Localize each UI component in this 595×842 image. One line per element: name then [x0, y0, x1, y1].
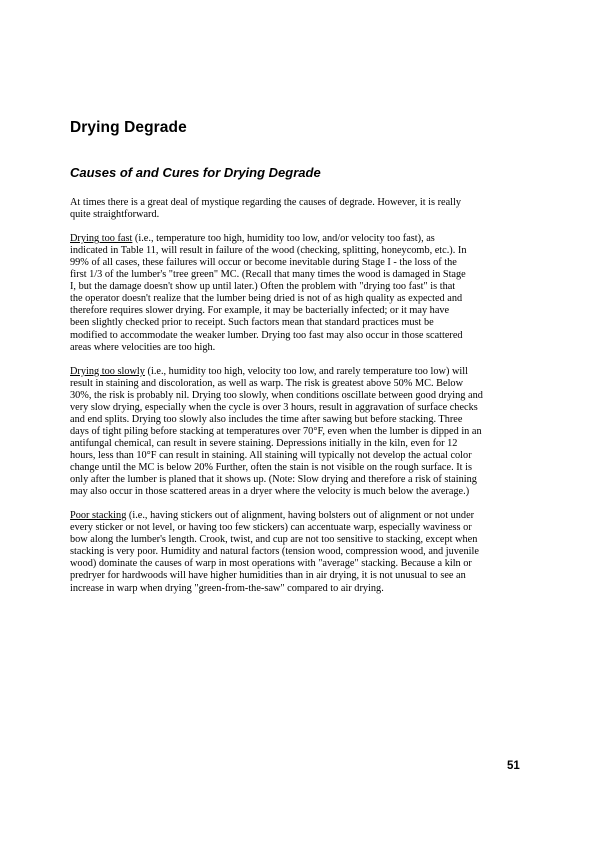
text-line-rest: (i.e., humidity too high, velocity too low, and rarely temperature too low) will [144, 365, 468, 377]
text-line: At times there is a great deal of mystique regarding the causes of degrade. However, it is really [70, 197, 462, 208]
body-text [70, 197, 532, 607]
drying-too-fast-paragraph [70, 233, 532, 353]
text-line: days of tight piling before stacking at temperatures over 70°F, even when the lumber is dipped in an [70, 425, 482, 437]
text-line: may also occur in those scattered areas in a dryer where the velocity is much below the average.) [70, 486, 470, 498]
text-line: indicated in Table 11, will result in failure of the wood (checking, splitting, honeycomb, etc.). In [70, 245, 467, 257]
text-line-rest: (i.e., temperature too high, humidity too low, and/or velocity too fast), as [132, 233, 435, 245]
text-line: 99% of all cases, these failures will occur or become inevitable during Stage I - the loss of the [70, 257, 457, 269]
text-line [70, 510, 532, 522]
drying-too-slowly-paragraph [70, 366, 532, 499]
text-line [70, 233, 532, 245]
text-line: predryer for hardwoods will have higher humidities than in air drying, it is not unusual to see an [70, 570, 466, 582]
intro-paragraph [70, 197, 532, 221]
text-line: bow along the lumber's length. Crook, twist, and cup are not too sensitive to stacking, except when [70, 534, 478, 546]
text-line: only after the lumber is planed that it shows up. (Note: Slow drying and therefore a risk of staining [70, 474, 477, 486]
text-line: the operator doesn't realize that the lumber being dried is not of as high quality as expected and [70, 293, 463, 305]
section-subheading: Causes of and Cures for Drying Degrade [70, 165, 321, 180]
text-line: every sticker or not level, or having too few stickers) can accentuate warp, especially waviness or [70, 522, 472, 534]
text-line: therefore requires slower drying. For example, it may be bacterially infected; or it may have [70, 305, 450, 317]
poor-stacking-term: Poor stacking [70, 510, 127, 522]
text-line: areas where velocities are too high. [70, 341, 216, 353]
drying-too-slowly-term: Drying too slowly [70, 365, 145, 377]
drying-too-fast-term: Drying too fast [70, 233, 133, 245]
text-line: been slightly checked prior to receipt. Such factors mean that standard practices must be [70, 317, 434, 329]
text-line: 30%, the risk is probably nil. Drying too slowly, when conditions oscillate between good drying and [70, 389, 483, 401]
text-line: first 1/3 of the lumber's "tree green" MC. (Recall that many times the wood is damaged in Stage [70, 269, 466, 281]
text-line: quite straightforward. [70, 209, 160, 221]
text-line: change until the MC is below 20% Further, often the stain is not visible on the rough surface. It is [70, 462, 472, 474]
text-line: and end splits. Drying too slowly also includes the time after sawing but before stacking. Three [70, 413, 463, 425]
section-heading: Drying Degrade [70, 119, 187, 136]
text-line-rest: (i.e., having stickers out of alignment, having bolsters out of alignment or not under [126, 510, 475, 522]
text-line: I, but the damage doesn't show up until later.) Often the problem with "drying too fast" is that [70, 281, 456, 293]
page-number: 51 [507, 760, 520, 772]
text-line: hours, less than 10°F can result in staining. All staining will typically not develop the actual color [70, 449, 472, 461]
text-line: wood) dominate the causes of warp in most operations with "average" stacking. Because a kiln or [70, 558, 472, 570]
text-line: increase in warp when drying "green-from-the-saw" compared to air drying. [70, 582, 384, 594]
text-line: very slow drying, especially when the cycle is over 3 hours, result in aggravation of surface checks [70, 401, 478, 413]
text-line: result in staining and discoloration, as well as warp. The risk is greatest above 50% MC. Below [70, 377, 464, 389]
poor-stacking-paragraph [70, 510, 532, 594]
text-line [70, 366, 532, 378]
text-line: modified to accommodate the weaker lumber. Drying too fast may also occur in those scattered [70, 329, 463, 341]
text-line: stacking is very poor. Humidity and natural factors (tension wood, compression wood, and juvenile [70, 546, 479, 558]
text-line: antifungal chemical, can result in severe staining. Depressions initially in the kiln, even for 12 [70, 437, 458, 449]
